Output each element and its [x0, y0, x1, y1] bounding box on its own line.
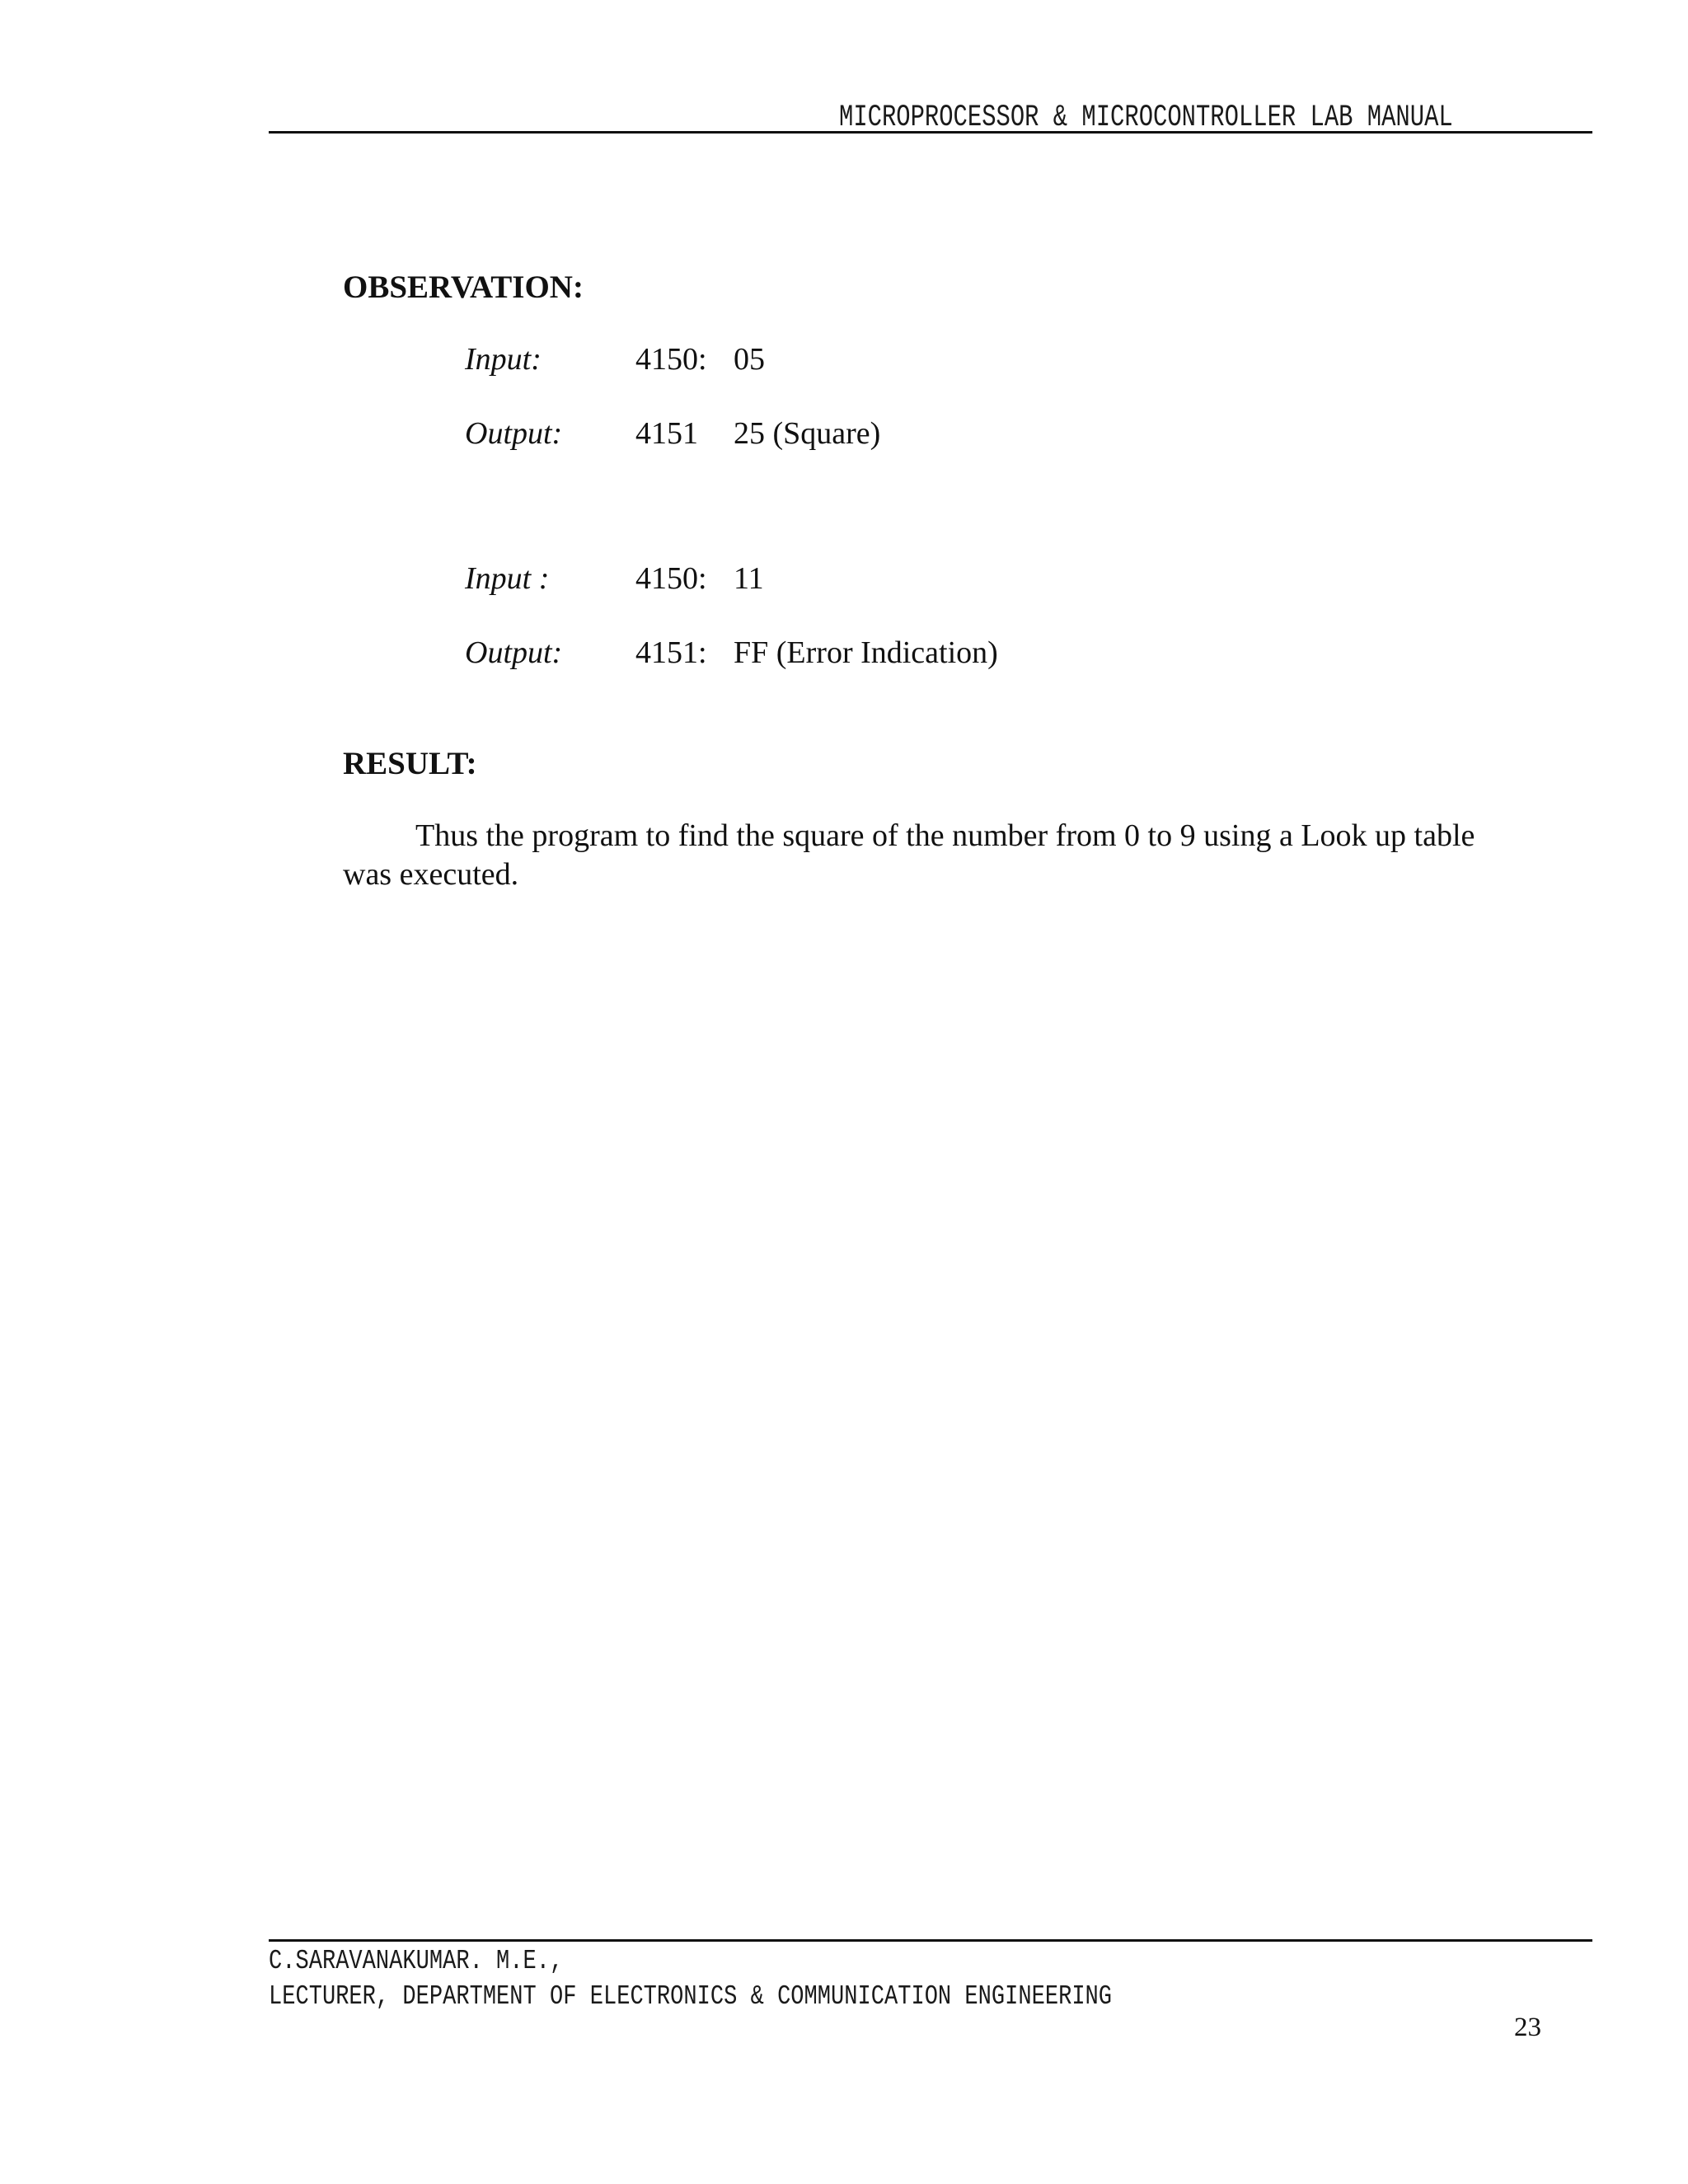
- footer-department: LECTURER, DEPARTMENT OF ELECTRONICS & COMMUNICATION ENGINEERING: [269, 1981, 1113, 2012]
- footer-author: C.SARAVANAKUMAR. M.E.,: [269, 1946, 564, 1976]
- observation-row: [0, 635, 1688, 676]
- result-heading: RESULT:: [343, 746, 477, 781]
- result-paragraph: Thus the program to find the square of the number from 0 to 9 using a Look up table was executed.: [343, 818, 1475, 892]
- observation-value: FF (Error Indication): [734, 635, 998, 670]
- header-rule: [269, 131, 1592, 134]
- observation-label: Input:: [465, 342, 542, 377]
- running-header-title: MICROPROCESSOR & MICROCONTROLLER LAB MANUAL: [839, 101, 1453, 135]
- observation-value: 11: [734, 561, 764, 596]
- observation-row: [0, 341, 1688, 382]
- observation-address: 4150:: [635, 561, 707, 596]
- observation-address: 4150:: [635, 342, 707, 377]
- observation-row: [0, 560, 1688, 602]
- observation-value: 25 (Square): [734, 416, 881, 451]
- page-number: 23: [1514, 2013, 1541, 2042]
- observation-address: 4151:: [635, 635, 707, 670]
- observation-label: Output:: [465, 635, 563, 670]
- observation-label: Output:: [465, 416, 563, 451]
- observation-address: 4151: [635, 416, 698, 451]
- observation-row: [0, 415, 1688, 457]
- observation-label: Input :: [465, 561, 550, 596]
- observation-heading: OBSERVATION:: [343, 269, 584, 305]
- footer-rule: [269, 1939, 1592, 1942]
- observation-value: 05: [734, 342, 765, 377]
